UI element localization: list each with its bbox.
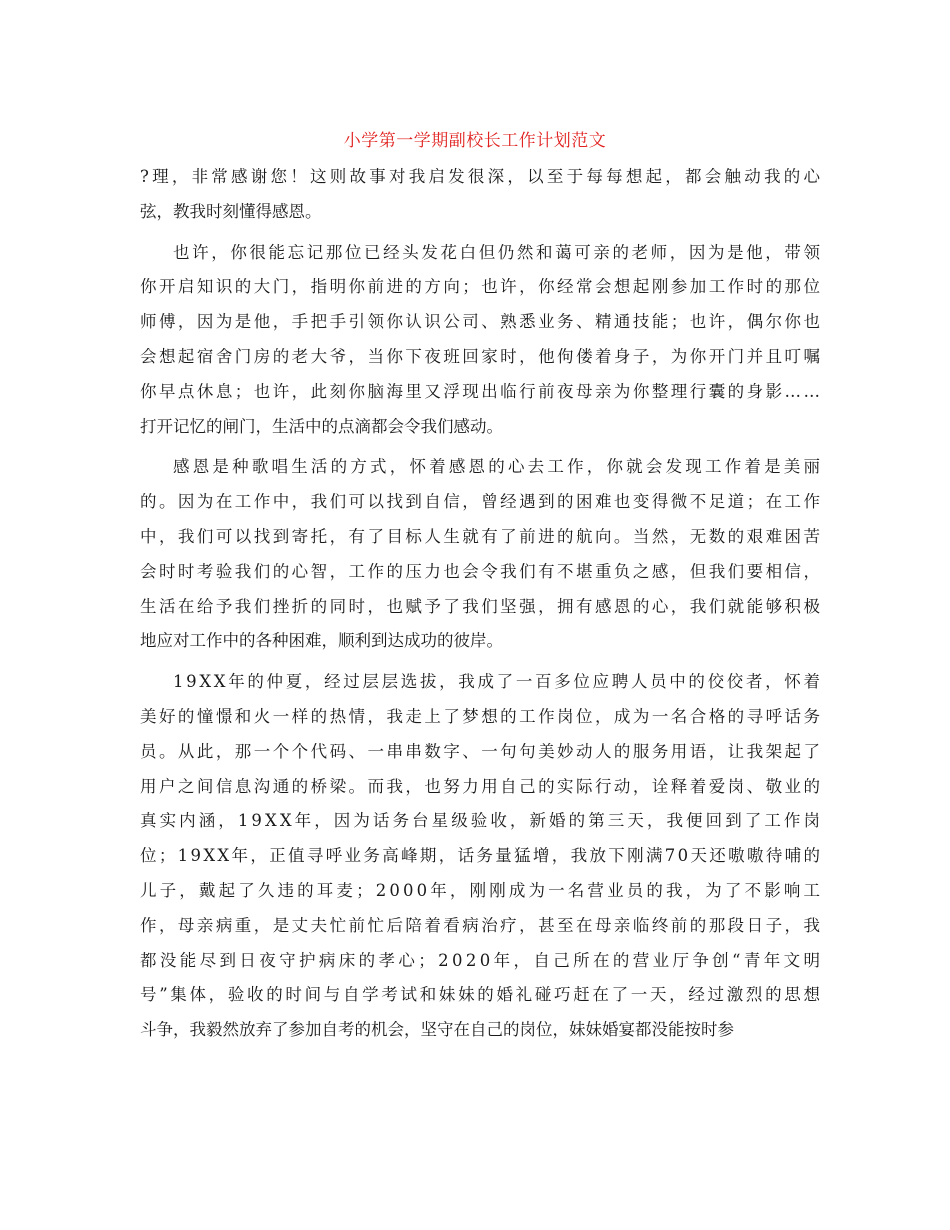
paragraph	[140, 665, 824, 1048]
paragraph-line: 也许，你很能忘记那位已经头发花白但仍然和蔼可亲的老师，因为是他，带领	[173, 242, 823, 262]
paragraph-line: 斗争，我毅然放弃了参加自考的机会，坚守在自己的岗位，妹妹婚宴都没能按时参	[140, 1020, 734, 1040]
paragraph-line: 师傅，因为是他，手把手引领你认识公司、熟悉业务、精通技能；也许，偶尔你也	[140, 312, 823, 332]
paragraph-line: 作，母亲病重，是丈夫忙前忙后陪着看病治疗，甚至在母亲临终前的那段日子，我	[140, 915, 823, 935]
paragraph-line: 美好的憧憬和火一样的热情，我走上了梦想的工作岗位，成为一名合格的寻呼话务	[140, 706, 823, 726]
paragraph-line: 号”集体，验收的时间与自学考试和妹妹的婚礼碰巧赶在了一天，经过激烈的思想	[140, 985, 823, 1005]
paragraph	[140, 236, 823, 445]
paragraph-line: 生活在给予我们挫折的同时，也赋予了我们坚强，拥有感恩的心，我们就能够积极	[140, 596, 823, 616]
paragraph-line: 19XX年的仲夏，经过层层选拔，我成了一百多位应聘人员中的佼佼者，怀着	[173, 672, 823, 692]
paragraph-line: 地应对工作中的各种困难，顺利到达成功的彼岸。	[140, 631, 503, 651]
paragraph	[140, 450, 824, 659]
paragraph-line: 你早点休息；也许，此刻你脑海里又浮现出临行前夜母亲为你整理行囊的身影……	[140, 381, 823, 401]
paragraph-line: 打开记忆的闸门，生活中的点滴都会令我们感动。	[140, 416, 503, 436]
paragraph-line: 中，我们可以找到寄托，有了目标人生就有了前进的航向。当然，无数的艰难困苦	[140, 526, 823, 546]
paragraph-line: 真实内涵，19XX年，因为话务台星级验收，新婚的第三天，我便回到了工作岗	[140, 811, 824, 831]
document-title: 小学第一学期副校长工作计划范文	[343, 131, 607, 151]
paragraph-line: 儿子，戴起了久违的耳麦；2000年，刚刚成为一名营业员的我，为了不影响工	[140, 880, 824, 900]
document-body	[140, 160, 824, 1054]
paragraph-line: ?理，非常感谢您！这则故事对我启发很深，以至于每每想起，都会触动我的心	[140, 167, 824, 186]
paragraph-line: 位；19XX年，正值寻呼业务高峰期，话务量猛增，我放下刚满70天还嗷嗷待哺的	[140, 846, 823, 866]
paragraph-line: 用户之间信息沟通的桥梁。而我，也努力用自己的实际行动，诠释着爱岗、敬业的	[140, 776, 823, 796]
paragraph-line: 你开启知识的大门，指明你前进的方向；也许，你经常会想起刚参加工作时的那位	[140, 277, 823, 297]
paragraph-line: 感恩是种歌唱生活的方式，怀着感恩的心去工作，你就会发现工作着是美丽	[173, 457, 824, 477]
paragraph-line: 会时时考验我们的心智，工作的压力也会令我们有不堪重负之感，但我们要相信，	[140, 561, 823, 581]
paragraph-line: 会想起宿舍门房的老大爷，当你下夜班回家时，他佝偻着身子，为你开门并且叮嘱	[140, 346, 823, 366]
paragraph	[140, 160, 824, 230]
paragraph-line: 弦，教我时刻懂得感恩。	[140, 201, 322, 221]
paragraph-line: 都没能尽到日夜守护病床的孝心；2020年，自己所在的营业厅争创“青年文明	[140, 950, 824, 970]
paragraph-line: 的。因为在工作中，我们可以找到自信，曾经遇到的困难也变得微不足道；在工作	[140, 492, 823, 512]
paragraph-line: 员。从此，那一个个代码、一串串数字、一句句美妙动人的服务用语，让我架起了	[140, 741, 823, 761]
